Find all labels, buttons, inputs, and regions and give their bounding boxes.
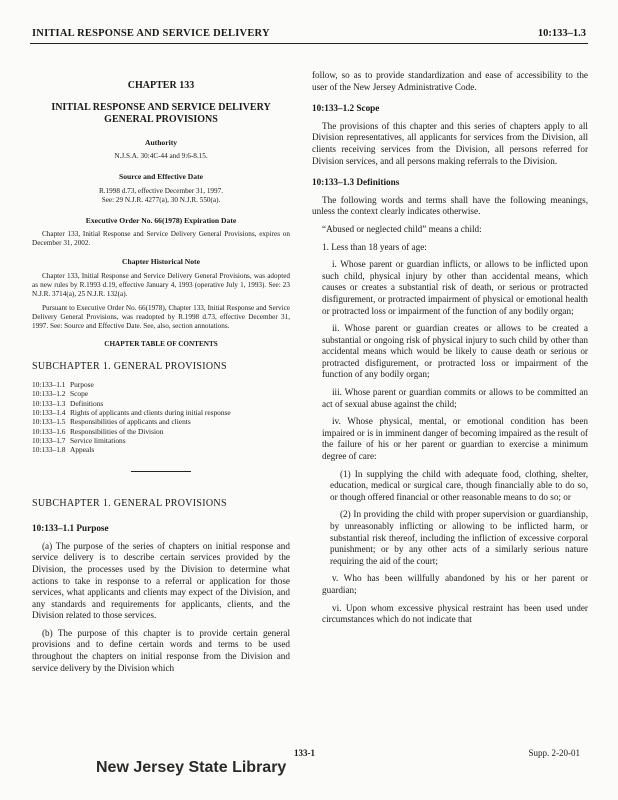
definition-item-v: v. Who has been willfully abandoned by his or her parent or guardian; — [322, 573, 588, 595]
definition-term: “Abused or neglected child” means a child: — [322, 223, 482, 234]
definition-item-vi: vi. Upon whom excessive physical restraint has been used under circumstances which do not indicate that — [322, 602, 588, 625]
purpose-continuation: follow, so as to provide standardization and ease of accessibility to the user of the New Jersey Administrative Code. — [312, 70, 588, 92]
source-label: Source and Effective Date — [118, 172, 203, 182]
toc-entry: 10:133–1.6 Responsibilities of the Division — [32, 426, 164, 436]
left-column — [32, 70, 290, 680]
definition-item-iv: iv. Whose physical, mental, or emotional condition has been impaired or is in imminent danger of becoming impaired as the result of the failure of his or her parent or guardian to exercise a minimum degree of care: — [322, 416, 588, 462]
section-purpose-heading: 10:133–1.1 Purpose — [32, 523, 109, 534]
definition-item-1: 1. Less than 18 years of age: — [322, 241, 427, 252]
historical-note-text-1: Chapter 133, Initial Response and Service Delivery General Provisions, was adopted as new rules by R.1993 d.19, effective January 4, 1993 (operative July 1, 1993). See: 23 N.J.R. 3714(a), 25 N.J.R. 132(a). — [32, 271, 290, 298]
toc-entry: 10:133–1.5 Responsibilities of applicants and clients — [32, 417, 191, 427]
toc-entry: 10:133–1.2 Scope — [32, 389, 89, 399]
executive-order-label: Executive Order No. 66(1978) Expiration Date — [85, 215, 237, 225]
historical-note-label: Chapter Historical Note — [122, 257, 200, 267]
toc-entry: 10:133–1.7 Service limitations — [32, 435, 126, 445]
page-number: 133-1 — [294, 748, 315, 758]
purpose-paragraph-a: (a) The purpose of the series of chapters on initial response and service delivery is to describe certain services provided by the Division, the processes used by the Division to determine what actions to take in response to a referral or application for those services, what applicants and clients may expect of the Division, and any standards and requirements for applicants, clients, and the Division related to those services. — [32, 540, 290, 621]
running-header-section: 10:133–1.3 — [537, 28, 586, 39]
source-text-2: See: 29 N.J.R. 4277(a), 30 N.J.R. 550(a). — [101, 195, 221, 204]
definition-item-ii: ii. Whose parent or guardian creates or allows to be created a substantial or ongoing risk of physical injury to such child by other than accidental means which would be likely to cause death or serious or protracted disfigurement, or protracted loss or impairment of the function of any bodily organ; — [322, 323, 588, 380]
definition-item-iv-1: (1) In supplying the child with adequate food, clothing, shelter, education, medical or surgical care, though financially able to do so, or though offered financial or other reasonable means to do so; or — [330, 468, 588, 502]
authority-text: N.J.S.A. 30:4C-44 and 9:6-8.15. — [114, 152, 208, 161]
chapter-number: CHAPTER 133 — [127, 80, 195, 91]
definitions-intro: The following words and terms shall have the following meanings, unless the context clearly indicates otherwise. — [312, 194, 588, 217]
right-column — [312, 70, 588, 632]
section-definitions-heading: 10:133–1.3 Definitions — [312, 177, 400, 188]
executive-order-text: Chapter 133, Initial Response and Service Delivery General Provisions, expires on December 31, 2002. — [32, 230, 290, 248]
definition-item-iii: iii. Whose parent or guardian commits or allows to be committed an act of sexual abuse against the child; — [322, 387, 588, 409]
section-scope-heading: 10:133–1.2 Scope — [312, 103, 380, 114]
toc-entry: 10:133–1.1 Purpose — [32, 380, 94, 390]
toc-entry: 10:133–1.4 Rights of applicants and clients during initial response — [32, 408, 231, 418]
toc-entry: 10:133–1.3 Definitions — [32, 398, 104, 408]
library-watermark: New Jersey State Library — [96, 759, 287, 776]
toc-subchapter: SUBCHAPTER 1. GENERAL PROVISIONS — [32, 360, 227, 372]
section-divider — [131, 471, 191, 472]
chapter-title: INITIAL RESPONSE AND SERVICE DELIVERY GENERAL PROVISIONS — [51, 101, 271, 126]
toc-entry: 10:133–1.8 Appeals — [32, 445, 95, 455]
supplement-date: Supp. 2-20-01 — [528, 748, 580, 758]
purpose-paragraph-b: (b) The purpose of this chapter is to provide certain general provisions and to define certain words and terms to be used throughout the chapters on initial response from the Division and service delivery by the Division which — [32, 627, 290, 673]
definition-item-iv-2: (2) In providing the child with proper supervision or guardianship, by unreasonably inflicting or allowing to be inflicted harm, or substantial risk thereof, including the infliction of excessive corporal punishment; or by any other acts of a similarly serious nature requiring the aid of the court; — [330, 509, 588, 566]
toc-heading: CHAPTER TABLE OF CONTENTS — [104, 339, 218, 348]
subchapter-heading: SUBCHAPTER 1. GENERAL PROVISIONS — [32, 497, 227, 509]
definition-item-i: i. Whose parent or guardian inflicts, or allows to be inflicted upon such child, physical injury by other than accidental means, which causes or creates a substantial risk of death, or serious or protracted disfigurement, or protracted impairment of physical or emotional health or protracted loss or impairment of the function of any bodily organ; — [322, 259, 588, 316]
toc-list — [32, 380, 290, 454]
scope-paragraph: The provisions of this chapter and this series of chapters apply to all Division representatives, all applicants for services from the Division, all clients receiving services from the Division, all persons referred for Division services, and all persons making referrals to the Division. — [312, 120, 588, 166]
authority-label: Authority — [144, 137, 178, 147]
running-header-title: INITIAL RESPONSE AND SERVICE DELIVERY — [32, 28, 270, 39]
historical-note-text-2: Pursuant to Executive Order No. 66(1978), Chapter 133, Initial Response and Service Delivery General Provisions, was readopted by R.1998 d.73, effective December 31, 1997. See: Source and Effective Date. See, also, section annotations. — [32, 303, 290, 330]
header-rule — [30, 43, 588, 44]
source-text-1: R.1998 d.73, effective December 31, 1997. — [98, 186, 224, 195]
